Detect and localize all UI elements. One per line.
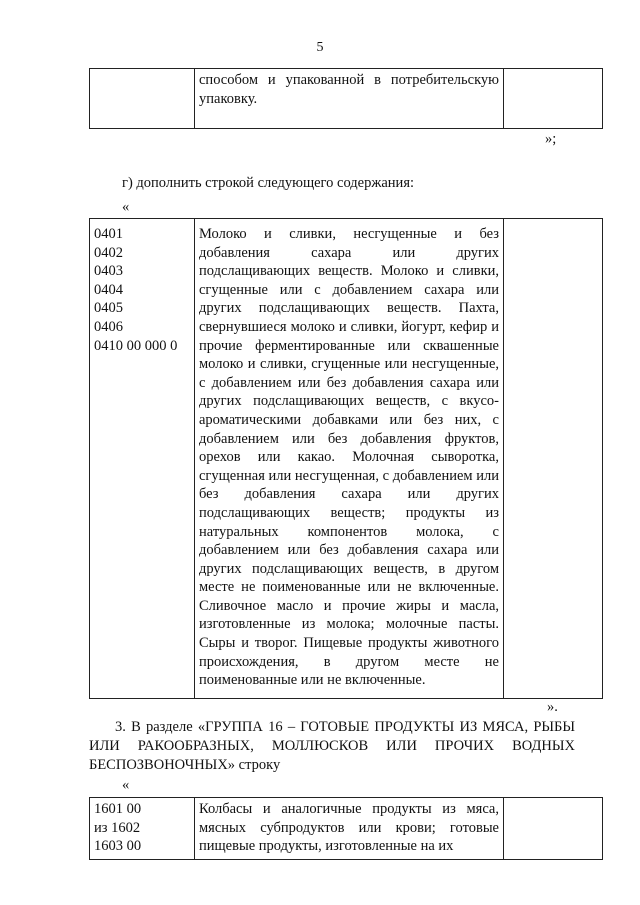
table-continuation: [89, 68, 603, 129]
section-3-heading: [89, 718, 575, 775]
table-cell-empty: [504, 69, 603, 129]
opening-quote-2: «: [122, 777, 130, 793]
code-line: из 1602: [94, 819, 141, 836]
opening-quote-1: «: [122, 199, 130, 215]
table-cell-description: способом и упакованной в потребительскую упаковку.: [195, 69, 504, 129]
page-number: 5: [316, 40, 324, 55]
code-line: 0403: [94, 263, 123, 280]
code-line: 0406: [94, 318, 123, 335]
code-line: 1601 00: [94, 801, 142, 817]
table-meat-products: [89, 797, 603, 860]
closing-quote-1: »;: [545, 131, 557, 147]
closing-quote-2: ».: [547, 699, 558, 715]
table-cell-empty: [504, 219, 603, 699]
table-milk-products: [89, 218, 603, 699]
code-line: 0404: [94, 281, 123, 298]
item-g-text: г) дополнить строкой следующего содержания:: [122, 175, 415, 191]
table-cell-codes: [90, 798, 195, 860]
code-line: 1603 00: [94, 838, 142, 855]
code-line: 0405: [94, 300, 123, 317]
table-cell-empty: [504, 798, 603, 860]
code-line: 0410 00 000 0: [94, 337, 178, 354]
code-line: 0401: [94, 226, 123, 242]
table-cell-codes: [90, 219, 195, 699]
table-cell-code: [90, 69, 195, 129]
table-cell-description: Колбасы и аналогичные продукты из мяса, мясных субпродуктов или крови; готовые пищевые продукты, изготовленные на их: [195, 798, 504, 860]
table-cell-description: Молоко и сливки, несгущенные и без добавления сахара или других подслащивающих веществ. Молоко и сливки, сгущенные или с добавлением сахара или других подслащивающих веществ. Пахта, свернувшиеся молоко и сливки, йогурт, кефир и прочие ферментированные или сквашенные молоко и сливки, сгущенные или несгущенные, с добавлением или без добавления сахара или других подслащивающих веществ, с вкусо-ароматическими добавками или без них, с добавлением или без добавления фруктов, орехов или какао. Молочная сыворотка, сгущенная или несгущенная, с добавлением или без добавления сахара или других подслащивающих веществ; продукты из натуральных компонентов молока, с добавлением или без добавления сахара или других подслащивающих веществ, в другом месте не поименованные или не включенные. Сливочное масло и прочие жиры и масла, изготовленные из молока; молочные пасты. Сыры и творог. Пищевые продукты животного происхождения, в другом месте не поименованные или не включенные.: [195, 219, 504, 699]
code-line: 0402: [94, 244, 123, 261]
section-3-text: 3. В разделе «ГРУППА 16 – ГОТОВЫЕ ПРОДУКТЫ ИЗ МЯСА, РЫБЫ ИЛИ РАКООБРАЗНЫХ, МОЛЛЮСКОВ ИЛИ ПРОЧИХ ВОДНЫХ БЕСПОЗВОНОЧНЫХ» строку: [89, 719, 575, 773]
